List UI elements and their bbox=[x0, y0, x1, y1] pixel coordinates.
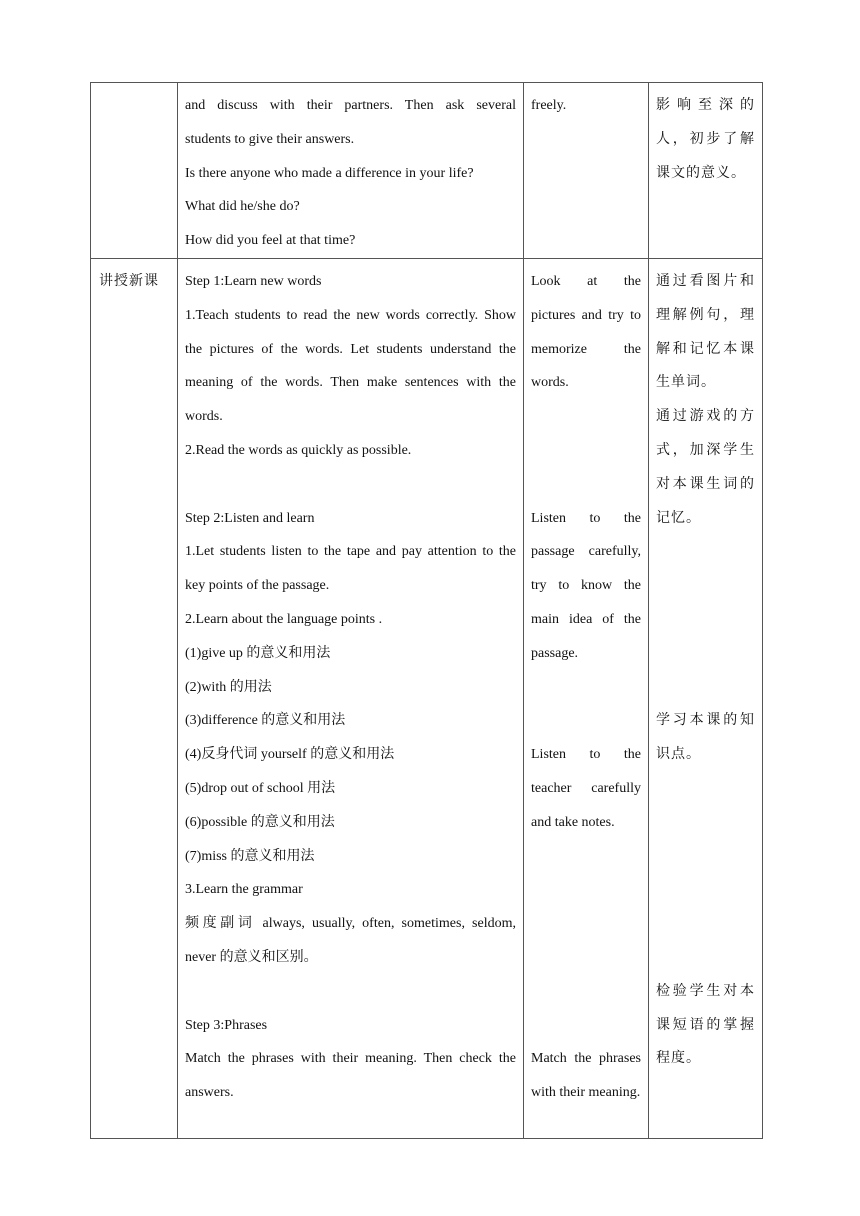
purpose-text: 通过看图片和理解例句，理解和记忆本课生单词。 bbox=[656, 273, 755, 391]
step-item: 1.Teach students to read the new words correctly. Show the pictures of the words. Let students understand the meaning of the words. Then make sentences with the words. bbox=[185, 307, 516, 425]
purpose-text: 学习本课的知识点。 bbox=[656, 713, 755, 763]
language-point: (1)give up 的意义和用法 bbox=[185, 645, 331, 661]
step-item: 2.Learn about the language points . bbox=[185, 611, 383, 627]
language-point: (4)反身代词 yourself 的意义和用法 bbox=[185, 747, 395, 763]
grammar-text: 频度副词 always, usually, often, sometimes, seldom, never 的意义和区别。 bbox=[185, 916, 516, 965]
language-point: (3)difference 的意义和用法 bbox=[185, 713, 346, 729]
teacher-activity-cell bbox=[178, 258, 524, 1138]
purpose-text: 通过游戏的方式，加深学生对本课生词的记忆。 bbox=[656, 409, 755, 526]
language-point: (7)miss 的意义和用法 bbox=[185, 848, 315, 864]
language-point: (6)possible 的意义和用法 bbox=[185, 814, 335, 830]
teacher-activity-cell bbox=[178, 83, 524, 259]
step-item: 1.Let students listen to the tape and pay attention to the key points of the passage. bbox=[185, 544, 516, 594]
table-row-new-lesson bbox=[91, 258, 763, 1138]
activity-line: students to give their answers. bbox=[185, 131, 355, 147]
purpose-cell bbox=[649, 83, 763, 259]
step-item: Match the phrases with their meaning. Then check the answers. bbox=[185, 1051, 516, 1101]
purpose-text: 检验学生对本课短语的掌握程度。 bbox=[656, 983, 755, 1067]
language-point: (2)with 的用法 bbox=[185, 679, 272, 695]
purpose-cell bbox=[649, 258, 763, 1138]
stage-cell-empty bbox=[91, 83, 178, 259]
stage-cell bbox=[91, 258, 178, 1138]
activity-line: and discuss with their partners. Then ask several bbox=[185, 98, 516, 113]
activity-line: What did he/she do? bbox=[185, 199, 300, 215]
stage-label: 讲授新课 bbox=[99, 273, 159, 289]
purpose-text: 影响至深的人，初步了解课文的意义。 bbox=[656, 98, 755, 181]
student-activity-text: Match the phrases with their meaning. bbox=[531, 1051, 641, 1101]
step-item: 3.Learn the grammar bbox=[185, 882, 303, 898]
activity-line: How did you feel at that time? bbox=[185, 233, 356, 249]
step-title: Step 3:Phrases bbox=[185, 1017, 268, 1033]
table-row-continued bbox=[91, 83, 763, 259]
activity-line: Is there anyone who made a difference in your life? bbox=[185, 165, 474, 181]
student-activity-text: Look at the pictures and try to memorize the words. bbox=[531, 273, 641, 391]
student-activity-cell bbox=[524, 83, 649, 259]
step-title: Step 2:Listen and learn bbox=[185, 510, 315, 526]
student-activity-cell bbox=[524, 258, 649, 1138]
step-title: Step 1:Learn new words bbox=[185, 273, 322, 289]
student-activity-text: Listen to the passage carefully, try to know the main idea of the passage. bbox=[531, 510, 641, 661]
step-item: 2.Read the words as quickly as possible. bbox=[185, 442, 412, 458]
student-activity-text: Listen to the teacher carefully and take notes. bbox=[531, 747, 641, 830]
student-activity-text: freely. bbox=[531, 98, 567, 113]
lesson-plan-table bbox=[90, 82, 763, 1139]
language-point: (5)drop out of school 用法 bbox=[185, 780, 336, 796]
